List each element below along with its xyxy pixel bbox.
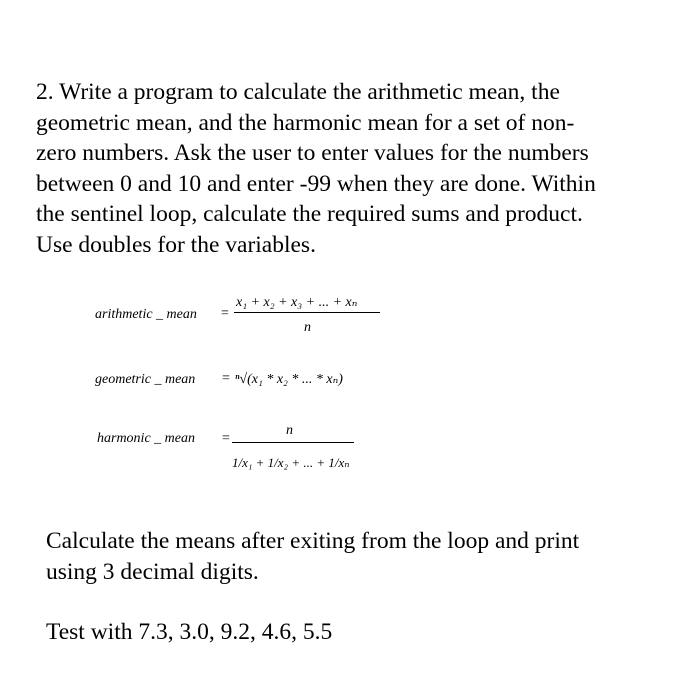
harmonic-numerator: n [286,423,293,438]
equals-sign: = [222,431,230,446]
instruction-line: using 3 decimal digits. [46,558,259,585]
fraction-bar [234,312,380,313]
test-values: Test with 7.3, 3.0, 9.2, 4.6, 5.5 [46,619,333,645]
problem-line: geometric mean, and the harmonic mean for a set of non- [36,109,575,136]
problem-line: the sentinel loop, calculate the required sums and product. [36,201,583,227]
problem-line: Use doubles for the variables. [36,231,316,258]
harmonic-mean-label: harmonic _ mean [97,431,195,446]
problem-statement [36,77,676,260]
fraction-bar [232,442,354,443]
geometric-expression: ⁿ√(x₁ * x₂ * ... * xₙ) [235,372,343,387]
problem-line: 2. Write a program to calculate the arithmetic mean, the [36,79,560,105]
geometric-mean-label: geometric _ mean [95,372,196,387]
instruction-line: Calculate the means after exiting from the loop and print [46,528,580,554]
harmonic-denominator: 1/x₁ + 1/x₂ + ... + 1/xₙ [232,455,350,470]
problem-line: between 0 and 10 and enter -99 when they are done. Within [36,170,596,197]
equals-sign: = [222,371,230,386]
problem-line: zero numbers. Ask the user to enter values for the numbers [36,140,589,166]
arithmetic-denominator: n [304,320,311,335]
equals-sign: = [221,306,229,321]
output-instructions [46,526,686,587]
arithmetic-mean-label: arithmetic _ mean [95,307,197,322]
arithmetic-numerator: x₁ + x₂ + x₃ + ... + xₙ [236,295,358,310]
